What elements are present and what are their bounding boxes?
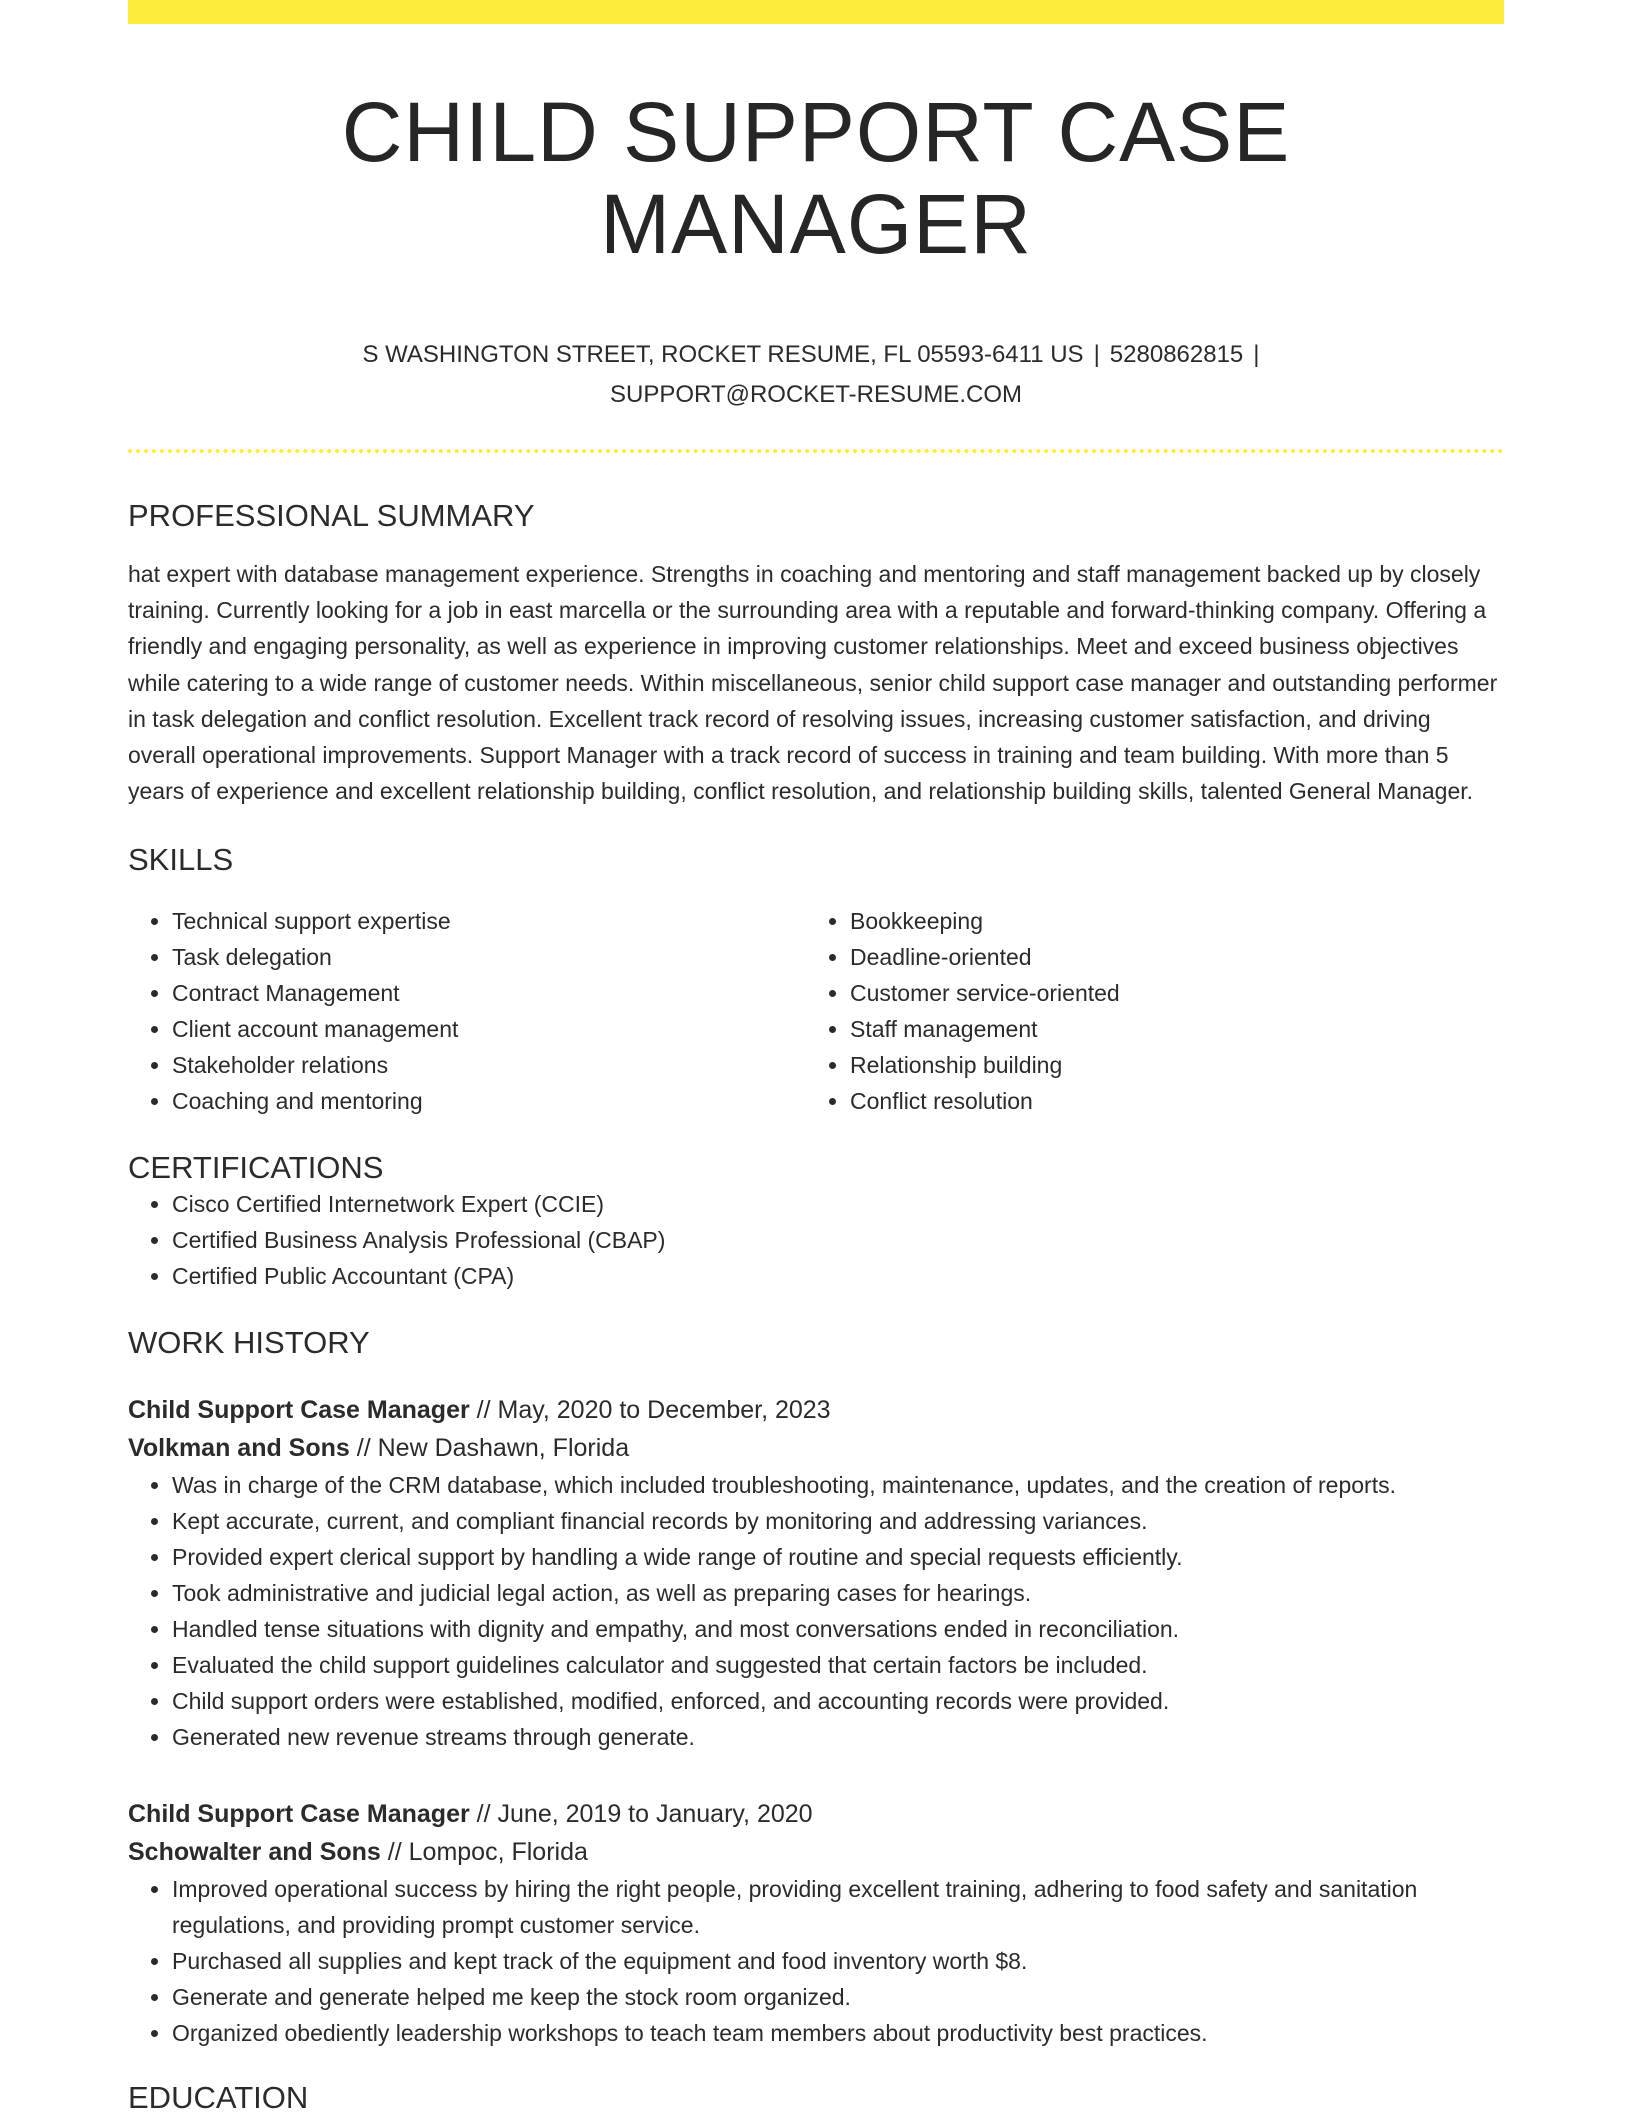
top-accent-bar (128, 0, 1504, 24)
job-title: Child Support Case Manager (128, 1799, 470, 1828)
job-entry (128, 1391, 1504, 1755)
job-separator: // (469, 1395, 498, 1424)
job-location: Lompoc, Florida (408, 1837, 588, 1866)
job-bullet: • Handled tense situations with dignity and empathy, and most conversations ended in reconciliation. (172, 1611, 1504, 1647)
job-company: Volkman and Sons (128, 1433, 350, 1462)
job-separator: // (349, 1433, 378, 1462)
job-title-line (128, 1391, 1504, 1429)
job-dates: May, 2020 to December, 2023 (497, 1395, 831, 1424)
job-company: Schowalter and Sons (128, 1837, 381, 1866)
contact-separator: | (1093, 340, 1100, 368)
summary-heading: PROFESSIONAL SUMMARY (128, 497, 535, 533)
certifications-list (128, 1186, 1504, 1294)
address: S WASHINGTON STREET, ROCKET RESUME, FL 05593-6411 US (362, 340, 1084, 368)
job-bullet: • Kept accurate, current, and compliant financial records by monitoring and addressing variances. (172, 1503, 1504, 1539)
job-separator: // (380, 1837, 409, 1866)
job-bullets (128, 1467, 1504, 1755)
skill-item: • Deadline-oriented (850, 939, 1484, 975)
resume-page (128, 0, 1504, 2116)
certification-item: • Certified Business Analysis Professional (CBAP) (172, 1222, 1504, 1258)
job-title-line (128, 1795, 1504, 1833)
skill-item: • Staff management (850, 1011, 1484, 1047)
job-separator: // (469, 1799, 498, 1828)
job-bullet: • Took administrative and judicial legal action, as well as preparing cases for hearings. (172, 1575, 1504, 1611)
job-bullet: • Generated new revenue streams through generate. (172, 1719, 1504, 1755)
summary-text: hat expert with database management experience. Strengths in coaching and mentoring and staff management backed up by closely training. Currently looking for a job in east marcella or the surrounding area with a reputable and forward-thinking company. Offering a friendly and engaging personality, as well as experience in improving customer relationships. Meet and exceed business objectives while catering to a wide range of customer needs. Within miscellaneous, senior child support case manager and outstanding performer in task delegation and conflict resolution. Excellent track record of resolving issues, increasing customer satisfaction, and driving overall operational improvements. Support Manager with a track record of success in training and team building. With more than 5 years of experience and excellent relationship building, conflict resolution, and relationship building skills, talented General Manager. (128, 560, 1498, 805)
skills-grid (128, 903, 1504, 1119)
job-company-line (128, 1833, 1504, 1871)
email: SUPPORT@ROCKET-RESUME.COM (610, 380, 1022, 408)
certification-item: • Cisco Certified Internetwork Expert (CCIE) (172, 1186, 1504, 1222)
job-dates: June, 2019 to January, 2020 (497, 1799, 813, 1828)
resume-title: CHILD SUPPORT CASE MANAGER (341, 85, 1291, 272)
certifications-heading: CERTIFICATIONS (128, 1149, 384, 1185)
job-bullet: • Organized obediently leadership workshops to teach team members about productivity best practices. (172, 2015, 1504, 2051)
job-location: New Dashawn, Florida (377, 1433, 630, 1462)
skill-item: • Task delegation (172, 939, 806, 975)
dotted-divider (128, 449, 1504, 453)
job-bullet: • Improved operational success by hiring the right people, providing excellent training, adhering to food safety and sanitation regulations, and providing prompt customer service. (172, 1871, 1504, 1943)
job-bullet: • Provided expert clerical support by handling a wide range of routine and special requests efficiently. (172, 1539, 1504, 1575)
job-entry (128, 1795, 1504, 2051)
work-history-heading: WORK HISTORY (128, 1324, 370, 1360)
job-bullet: • Purchased all supplies and kept track of the equipment and food inventory worth $8. (172, 1943, 1504, 1979)
job-bullet: • Was in charge of the CRM database, which included troubleshooting, maintenance, updates, and the creation of reports. (172, 1467, 1504, 1503)
skills-right-column (806, 903, 1484, 1119)
education-heading: EDUCATION (128, 2079, 309, 2115)
skill-item: • Technical support expertise (172, 903, 806, 939)
skills-heading: SKILLS (128, 842, 234, 878)
skill-item: • Relationship building (850, 1047, 1484, 1083)
job-bullets (128, 1871, 1504, 2051)
skill-item: • Contract Management (172, 975, 806, 1011)
skill-item: • Client account management (172, 1011, 806, 1047)
phone: 5280862815 (1109, 340, 1244, 368)
contact-separator: | (1253, 340, 1260, 368)
skill-item: • Stakeholder relations (172, 1047, 806, 1083)
skill-item: • Bookkeeping (850, 903, 1484, 939)
skill-item: • Coaching and mentoring (172, 1083, 806, 1119)
skill-item: • Customer service-oriented (850, 975, 1484, 1011)
job-bullet: • Evaluated the child support guidelines calculator and suggested that certain factors be included. (172, 1647, 1504, 1683)
certification-item: • Certified Public Accountant (CPA) (172, 1258, 1504, 1294)
job-company-line (128, 1429, 1504, 1467)
contact-info (316, 335, 1316, 415)
job-bullet: • Generate and generate helped me keep the stock room organized. (172, 1979, 1504, 2015)
job-bullet: • Child support orders were established, modified, enforced, and accounting records were provided. (172, 1683, 1504, 1719)
job-title: Child Support Case Manager (128, 1395, 470, 1424)
skills-left-column (128, 903, 806, 1119)
skill-item: • Conflict resolution (850, 1083, 1484, 1119)
